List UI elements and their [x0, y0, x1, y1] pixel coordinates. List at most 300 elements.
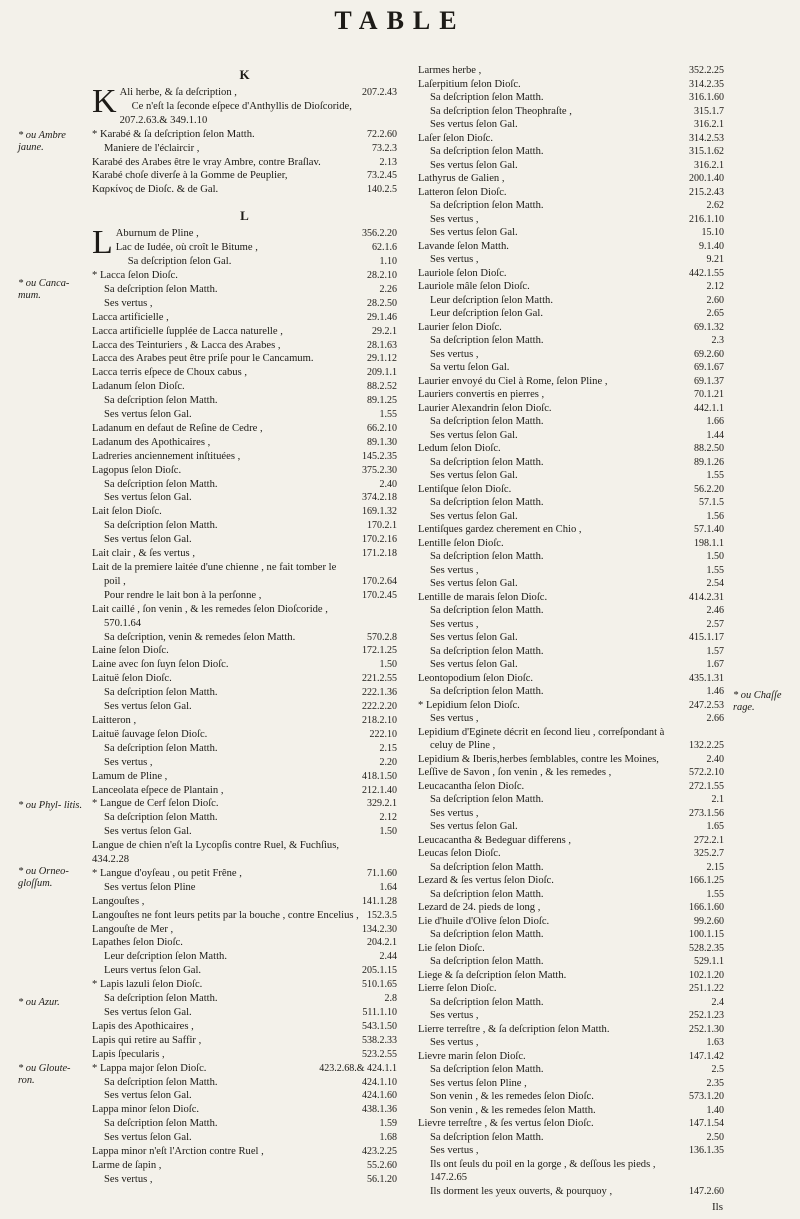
- entry-text: Laitteron ,: [92, 714, 137, 726]
- index-entry: [92, 1020, 397, 1034]
- entry-text: Sa deſcription ſelon Matth.: [104, 520, 218, 532]
- entry-text: Langouſtes ne font leurs petits par la bouche , contre Encelius ,: [92, 909, 359, 921]
- page-reference: 215.2.43: [689, 186, 724, 198]
- index-entry: [92, 895, 397, 909]
- entry-text: Ses vertus ,: [430, 213, 479, 225]
- page-reference: 29.2.1: [372, 325, 397, 337]
- index-entry: [418, 1023, 724, 1037]
- index-entry: [418, 780, 724, 794]
- entry-text: Ses vertus ,: [430, 1010, 479, 1021]
- entry-text: Maniere de l'éclaircir ,: [104, 142, 200, 154]
- entry-text: Sa deſcription ſelon Matth.: [104, 742, 218, 754]
- entry-text: Ses vertus ſelon Gal.: [430, 429, 518, 441]
- page-reference: 222.2.20: [362, 701, 397, 713]
- index-entry: [92, 1159, 397, 1173]
- entry-text: Ladanum des Apothicaires ,: [92, 436, 211, 448]
- page-reference: 374.2.18: [362, 492, 397, 504]
- index-entry: [418, 429, 724, 443]
- entry-text: Leucacantha ſelon Dioſc.: [418, 780, 525, 792]
- entry-text: Lauriers convertis en pierres ,: [418, 389, 545, 400]
- index-entry: [92, 950, 397, 964]
- index-entry: [418, 672, 724, 686]
- index-entry: [418, 861, 724, 875]
- entry-text: Laine ſelon Dioſc.: [92, 645, 169, 657]
- entry-text: Laurier Alexandrin ſelon Dioſc.: [418, 402, 552, 414]
- index-entry: [92, 672, 397, 686]
- page-reference: 1.40: [706, 1104, 724, 1116]
- index-entry: [418, 510, 724, 524]
- index-entry: [92, 686, 397, 700]
- entry-text: Lapis qui retire au Saffir ,: [92, 1034, 202, 1046]
- page-reference: 172.1.25: [362, 645, 397, 657]
- entry-text: Sa deſcription ſelon Matth.: [430, 794, 544, 805]
- page-reference: 200.1.40: [689, 173, 724, 184]
- section-letter-k: K: [239, 67, 250, 82]
- index-entry: [92, 825, 397, 839]
- page-reference: 198.1.1: [694, 537, 724, 549]
- index-entry: [92, 1062, 397, 1076]
- entry-text: Ses vertus ſelon Gal.: [430, 227, 518, 238]
- page-reference: 538.2.33: [362, 1034, 397, 1046]
- entry-text: Karabé choſe diverſe à la Gomme de Peuplier,: [92, 170, 288, 182]
- index-entry: [418, 631, 724, 645]
- index-entry: [418, 739, 724, 753]
- page-reference: 1.46: [706, 686, 724, 697]
- index-entry: [418, 348, 724, 362]
- index-entry: [92, 784, 397, 798]
- page-reference: 273.1.56: [689, 807, 724, 819]
- page-reference: 222.1.36: [362, 687, 397, 699]
- page-reference: 136.1.35: [689, 1145, 724, 1156]
- index-entry: [418, 982, 724, 996]
- page-reference: 2.1: [711, 794, 724, 805]
- entry-text: * Lepidium ſelon Dioſc.: [418, 699, 520, 711]
- index-entry: [92, 561, 397, 575]
- entry-text: Ses vertus ſelon Gal.: [430, 659, 518, 670]
- entry-text: Sa deſcription ſelon Matth.: [430, 956, 544, 967]
- entry-text: Laurier envoyé du Ciel à Rome, ſelon Pline ,: [418, 375, 608, 387]
- page-reference: 314.2.53: [689, 132, 724, 144]
- page-reference: 166.1.60: [689, 902, 724, 913]
- page-reference: 62.1.6: [372, 242, 397, 254]
- entry-text: Sa deſcription ſelon Matth.: [430, 497, 544, 508]
- entry-text: Sa deſcription ſelon Matth.: [104, 687, 218, 699]
- index-entry: [92, 853, 397, 867]
- page-reference: 2.20: [379, 756, 397, 768]
- entry-text: Ses vertus ſelon Gal.: [430, 119, 518, 130]
- entry-text: Lepidium & Iberis,herbes ſemblables, contre les Moines,: [418, 753, 659, 765]
- index-entry: [92, 269, 397, 283]
- index-entry: [92, 169, 397, 183]
- index-entry: [418, 969, 724, 983]
- entry-text: Ses vertus ſelon Gal.: [430, 632, 518, 643]
- page-reference: 134.2.30: [362, 923, 397, 935]
- entry-text: Leur deſcription ſelon Matth.: [430, 294, 553, 306]
- entry-text: Lac de Iudée, où croît le Bitume ,: [115, 242, 258, 254]
- entry-text: Ladreries anciennement inſtituées ,: [92, 450, 241, 462]
- index-entry: [418, 1090, 724, 1104]
- entry-text: celuy de Pline ,: [430, 740, 496, 751]
- entry-text: Sa deſcription ſelon Gal.: [127, 256, 232, 268]
- page-reference: 1.55: [379, 409, 397, 421]
- entry-text: Son venin , & les remedes ſelon Matth.: [430, 1104, 596, 1116]
- index-entry: [418, 537, 724, 551]
- entry-text: Ce n'eſt la ſeconde eſpece d'Anthyllis de Dioſcoride,: [131, 100, 352, 112]
- page-reference: 316.1.60: [689, 92, 724, 103]
- entry-text: Ses vertus ſelon Pline: [104, 881, 196, 893]
- index-entry: [120, 100, 397, 114]
- right-entry-list: [418, 64, 724, 1198]
- index-entry: [92, 380, 397, 394]
- index-entry: [418, 361, 724, 375]
- index-entry: [92, 408, 397, 422]
- index-entry: [418, 1009, 724, 1023]
- drop-cap: K: [92, 83, 117, 120]
- entry-text: Sa deſcription ſelon Matth.: [430, 1064, 544, 1075]
- entry-text: Lanceolata eſpece de Plantain ,: [92, 784, 224, 796]
- index-entry: [418, 1117, 724, 1131]
- index-entry: [418, 91, 724, 105]
- index-entry: [92, 1089, 397, 1103]
- entry-text: Ses vertus ſelon Gal.: [104, 701, 192, 713]
- page-reference: 28.1.63: [367, 339, 397, 351]
- index-entry: [418, 874, 724, 888]
- page-reference: 573.1.20: [689, 1091, 724, 1102]
- entry-text: Lentiſque ſelon Dioſc.: [418, 483, 512, 495]
- entry-text: Lacca artificielle ſupplée de Lacca naturelle ,: [92, 325, 283, 337]
- entry-text: Ladanum en defaut de Reſine de Cedre ,: [92, 422, 263, 434]
- entry-text: Sa deſcription ſelon Matth.: [430, 929, 544, 940]
- index-entry: [418, 685, 724, 699]
- page-reference: 170.2.64: [362, 575, 397, 587]
- page-reference: 325.2.7: [694, 848, 724, 859]
- entry-text: Lappa minor ſelon Dioſc.: [92, 1104, 200, 1116]
- index-entry: [92, 464, 397, 478]
- entry-text: Lezard & ſes vertus ſelon Dioſc.: [418, 875, 554, 886]
- index-entry: [418, 793, 724, 807]
- page-reference: 529.1.1: [694, 956, 724, 967]
- index-entry: [92, 617, 397, 631]
- page-reference: 1.44: [706, 429, 724, 441]
- index-entry: [92, 770, 397, 784]
- page-reference: 152.3.5: [367, 909, 397, 921]
- page-reference: 69.1.67: [694, 362, 724, 373]
- index-entry: [92, 183, 397, 197]
- index-entry: [418, 1104, 724, 1118]
- entry-text: Lamum de Pline ,: [92, 770, 168, 782]
- entry-text: Sa deſcription ſelon Theophraſte ,: [430, 105, 572, 117]
- entry-text: Lavande ſelon Matth.: [418, 240, 509, 252]
- index-entry: [418, 1050, 724, 1064]
- page-reference: 1.50: [379, 659, 397, 671]
- entry-text: Sa deſcription ſelon Matth.: [430, 861, 544, 873]
- entry-text: Larmes herbe ,: [418, 65, 482, 76]
- entry-text: Sa deſcription ſelon Matth.: [430, 996, 544, 1008]
- entry-text: * Langue de Cerf ſelon Dioſc.: [92, 798, 219, 810]
- entry-text: Ses vertus ,: [104, 756, 153, 768]
- page-reference: 414.2.31: [689, 591, 724, 603]
- page-reference: 2.60: [706, 294, 724, 306]
- entry-text: Ses vertus ,: [430, 618, 479, 630]
- page-reference: 523.2.55: [362, 1048, 397, 1060]
- entry-text: Lie ſelon Dioſc.: [418, 942, 485, 954]
- entry-text: Lait ſelon Dioſc.: [92, 506, 162, 518]
- index-entry: [92, 589, 397, 603]
- page-reference: 2.44: [379, 951, 397, 963]
- index-entry: [92, 700, 397, 714]
- page-reference: 69.1.37: [694, 375, 724, 387]
- page-reference: 1.68: [379, 1132, 397, 1144]
- page-reference: 73.2.45: [367, 170, 397, 182]
- entry-text: Lierre terreſtre , & ſa deſcription ſelon Matth.: [418, 1023, 610, 1035]
- page-reference: 100.1.15: [689, 929, 724, 940]
- page-reference: 2.50: [706, 1131, 724, 1143]
- entry-text: Ses vertus ,: [104, 1173, 153, 1185]
- entry-text: 570.1.64: [104, 617, 142, 629]
- page-reference: 1.63: [706, 1037, 724, 1048]
- entry-text: Lentille ſelon Dioſc.: [418, 537, 504, 549]
- page-reference: 1.50: [379, 826, 397, 838]
- page-reference: 88.2.52: [367, 381, 397, 393]
- index-entry: [92, 839, 397, 853]
- index-entry: [418, 523, 724, 537]
- index-entry: [92, 992, 397, 1006]
- page-reference: 72.2.60: [367, 128, 397, 140]
- margin-note-chasserage: * ou Chaſſe rage.: [733, 690, 782, 713]
- index-entry: [92, 450, 397, 464]
- entry-text: Lievre marin ſelon Dioſc.: [418, 1050, 526, 1062]
- page-reference: 442.1.1: [694, 402, 724, 414]
- section-letter-l: L: [240, 208, 249, 224]
- index-entry: [418, 1063, 724, 1077]
- margin-note-glouteron: * ou Gloute- ron.: [18, 1063, 71, 1086]
- page-reference: 57.1.40: [694, 524, 724, 535]
- entry-text: Sa deſcription ſelon Matth.: [430, 335, 544, 346]
- page-reference: 66.2.10: [367, 422, 397, 434]
- index-entry: [418, 159, 724, 173]
- entry-text: 147.2.65: [430, 1172, 468, 1183]
- page-reference: 435.1.31: [689, 672, 724, 684]
- index-entry: [418, 253, 724, 267]
- index-entry: [92, 394, 397, 408]
- page-reference: 1.66: [706, 416, 724, 427]
- entry-text: Aburnum de Pline ,: [115, 228, 199, 240]
- index-entry: [92, 644, 397, 658]
- index-entry: [92, 658, 397, 672]
- index-entry: [418, 699, 724, 713]
- entry-text: Lacca des Teinturiers , & Lacca des Arabes ,: [92, 339, 281, 351]
- entry-text: Lauriole ſelon Dioſc.: [418, 267, 507, 279]
- page-reference: 2.13: [379, 156, 397, 168]
- index-entry: [418, 280, 724, 294]
- index-entry: [92, 811, 397, 825]
- page-reference: 1.65: [706, 821, 724, 832]
- entry-text: 207.2.63.& 349.1.10: [119, 114, 208, 126]
- page-reference: 73.2.3: [372, 142, 397, 154]
- index-entry: [418, 78, 724, 92]
- entry-text: Sa deſcription ſelon Matth.: [430, 686, 544, 697]
- index-entry: [418, 834, 724, 848]
- index-entry: [418, 1131, 724, 1145]
- index-entry: [92, 575, 397, 589]
- page-reference: 2.4: [711, 996, 724, 1008]
- entry-text: Langue de chien n'eſt la Lycopſis contre Ruel, & Fuchſius,: [92, 840, 339, 852]
- entry-text: Sa deſcription ſelon Matth.: [104, 812, 218, 824]
- entry-text: Latteron ſelon Dioſc.: [418, 186, 507, 198]
- entry-text: Ses vertus ,: [430, 254, 479, 265]
- index-entry: [418, 550, 724, 564]
- entry-text: Lacca des Arabes peut être priſe pour le Cancamum.: [92, 353, 314, 365]
- page-reference: 252.1.30: [689, 1023, 724, 1035]
- index-entry: [418, 1158, 724, 1172]
- index-entry: [418, 294, 724, 308]
- page-reference: 57.1.5: [699, 497, 724, 508]
- entry-text: Lie d'huile d'Olive ſelon Dioſc.: [418, 915, 550, 927]
- index-entry: [92, 436, 397, 450]
- index-entry: [92, 1076, 397, 1090]
- page-reference: 315.1.7: [694, 105, 724, 117]
- index-entry: [418, 712, 724, 726]
- index-entry: [92, 422, 397, 436]
- page-reference: 442.1.55: [689, 267, 724, 279]
- page-reference: 1.64: [379, 881, 397, 893]
- entry-text: * Lapis lazuli ſelon Dioſc.: [92, 979, 203, 991]
- index-entry: [92, 128, 397, 142]
- k-entry-list: [92, 83, 397, 197]
- index-entry: [418, 1144, 724, 1158]
- page-reference: 356.2.20: [362, 228, 397, 240]
- index-entry: [92, 1034, 397, 1048]
- page-reference: 2.46: [706, 605, 724, 616]
- entry-text: Langouſtes ,: [92, 895, 145, 907]
- entry-text: Sa deſcription ſelon Matth.: [104, 395, 218, 407]
- page-reference: 28.2.10: [367, 269, 397, 281]
- page-reference: 69.2.60: [694, 348, 724, 360]
- index-entry: [418, 915, 724, 929]
- page-reference: 71.1.60: [367, 867, 397, 879]
- page-reference: 528.2.35: [689, 942, 724, 954]
- index-entry: [418, 942, 724, 956]
- page-reference: 69.1.32: [694, 321, 724, 333]
- index-entry: [418, 604, 724, 618]
- index-entry: [92, 311, 397, 325]
- page-reference: 438.1.36: [362, 1104, 397, 1116]
- entry-text: Langouſte de Mer ,: [92, 923, 174, 935]
- index-entry: [92, 366, 397, 380]
- page-reference: 170.2.16: [362, 534, 397, 546]
- index-entry: [92, 797, 397, 811]
- entry-text: Lapis ſpecularis ,: [92, 1048, 165, 1060]
- entry-text: Leucacantha & Bedeguar differens ,: [418, 834, 572, 846]
- page-reference: 205.1.15: [362, 965, 397, 977]
- index-entry: [418, 118, 724, 132]
- page-reference: 1.67: [706, 659, 724, 670]
- page-title: TABLE: [334, 6, 466, 35]
- index-entry: [418, 483, 724, 497]
- entry-text: Leur deſcription ſelon Gal.: [430, 308, 543, 319]
- page-reference: 147.1.42: [689, 1050, 724, 1062]
- page-reference: 424.1.10: [362, 1076, 397, 1088]
- page-reference: 169.1.32: [362, 506, 397, 518]
- index-entry: [418, 321, 724, 335]
- entry-text: Ladanum ſelon Dioſc.: [92, 381, 185, 393]
- index-entry: [92, 978, 397, 992]
- entry-text: Lait clair , & ſes vertus ,: [92, 548, 195, 560]
- page-reference: 170.2.1: [367, 520, 397, 532]
- index-entry: [92, 909, 397, 923]
- index-entry: [92, 867, 397, 881]
- entry-text: Ses vertus ,: [104, 297, 153, 309]
- page-reference: 55.2.60: [367, 1159, 397, 1171]
- entry-text: Καρκίνος de Dioſc. & de Gal.: [92, 184, 219, 196]
- entry-text: Lait de la premiere laitée d'une chienne , ne fait tomber le: [92, 562, 337, 573]
- index-entry: [92, 491, 397, 505]
- entry-text: Lait caillé , ſon venin , & les remedes ſelon Dioſcoride ,: [92, 603, 328, 615]
- entry-text: Sa deſcription ſelon Matth.: [430, 551, 544, 562]
- entry-text: Leontopodium ſelon Dioſc.: [418, 672, 534, 684]
- index-entry: [116, 255, 397, 269]
- index-entry: [92, 603, 397, 617]
- entry-text: Ses vertus ſelon Gal.: [430, 821, 518, 832]
- entry-text: Ses vertus ,: [430, 807, 479, 819]
- entry-text: 434.2.28: [92, 854, 130, 866]
- entry-text: Pour rendre le lait bon à la perſonne ,: [104, 589, 262, 601]
- index-entry: [418, 807, 724, 821]
- index-entry: [418, 132, 724, 146]
- index-entry: [418, 186, 724, 200]
- entry-text: Laurier ſelon Dioſc.: [418, 321, 502, 333]
- page-reference: 543.1.50: [362, 1020, 397, 1032]
- entry-text: Lievre terreſtre , & ſes vertus ſelon Dioſc.: [418, 1118, 594, 1129]
- page-reference: 314.2.35: [689, 78, 724, 90]
- index-entry: [418, 564, 724, 578]
- entry-text: Ils ont ſeuls du poil en la gorge , & deſſous les pieds ,: [430, 1158, 656, 1170]
- page-reference: 329.2.1: [367, 798, 397, 810]
- index-entry: [92, 714, 397, 728]
- index-entry: [120, 114, 397, 128]
- page-reference: 207.2.43: [362, 87, 397, 98]
- index-entry: [418, 645, 724, 659]
- page-reference: 89.1.25: [367, 395, 397, 407]
- entry-text: Ses vertus ſelon Gal.: [104, 409, 192, 421]
- entry-text: Leurs vertus ſelon Gal.: [104, 965, 202, 977]
- page-reference: 170.2.45: [362, 589, 397, 601]
- page-reference: 9.1.40: [699, 240, 724, 252]
- page-reference: 89.1.30: [367, 436, 397, 448]
- page-reference: 316.2.1: [694, 159, 724, 171]
- index-entry: [418, 415, 724, 429]
- index-entry: [418, 928, 724, 942]
- entry-text: Ses vertus ,: [430, 348, 479, 360]
- entry-text: Laine avec ſon ſuyn ſelon Dioſc.: [92, 659, 229, 671]
- index-entry: [418, 1077, 724, 1091]
- entry-text: * Lappa major ſelon Dioſc.: [92, 1062, 207, 1074]
- page-reference: 572.2.10: [689, 767, 724, 778]
- index-entry: [92, 728, 397, 742]
- index-entry: [92, 533, 397, 547]
- index-entry: [418, 847, 724, 861]
- page-reference: 56.2.20: [694, 483, 724, 495]
- index-entry: [92, 297, 397, 311]
- margin-note-orneoglossum: * ou Orneo- gloſſum.: [18, 866, 69, 889]
- catchword: Ils: [712, 1201, 723, 1213]
- page-reference: 1.10: [379, 256, 397, 268]
- index-entry: [418, 901, 724, 915]
- index-entry: [92, 283, 397, 297]
- entry-text: Ses vertus ſelon Pline ,: [430, 1077, 527, 1089]
- page-reference: 2.3: [711, 335, 724, 346]
- page-reference: 29.1.46: [367, 311, 397, 323]
